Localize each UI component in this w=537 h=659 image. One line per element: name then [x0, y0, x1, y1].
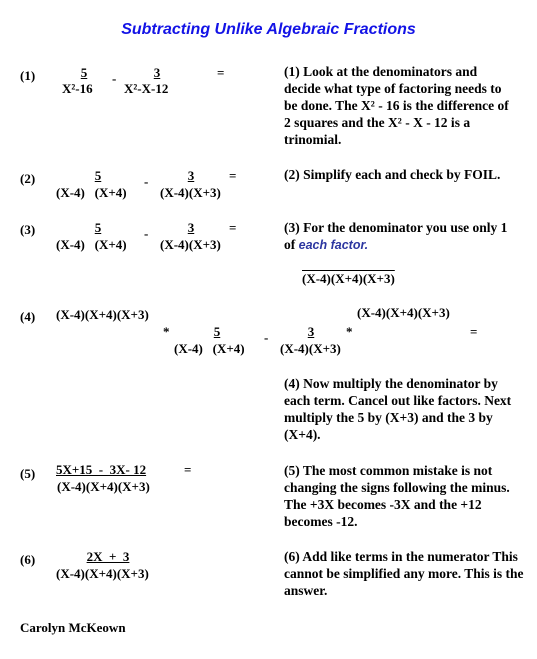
explanation: (4) Now multiply the denominator by each term. Cancel out like factors. Next multiply the 5 by (X+3) and the 3 by (X+4). [284, 376, 512, 442]
step-number: (4) [20, 309, 36, 324]
fraction-denominator: (X-4) (X+4) [56, 185, 127, 200]
fraction-numerator: 5 [213, 324, 221, 339]
fraction-denominator: (X-4)(X+4)(X+3) [57, 479, 150, 494]
fraction-numerator: 3 [307, 324, 315, 339]
fraction-denominator: (X-4)(X+3) [160, 237, 221, 252]
minus-sign: - [144, 226, 149, 241]
fraction-numerator: 3 [187, 220, 195, 235]
fraction-denominator: (X-4) (X+4) [174, 341, 245, 356]
step-number: (5) [20, 466, 36, 481]
fraction-numerator: 3 [153, 65, 161, 80]
equals-sign: = [229, 168, 237, 183]
fraction-denominator: (X-4)(X+3) [280, 341, 341, 356]
fraction-numerator: 5 [80, 65, 88, 80]
lcd-multiplier-left: (X-4)(X+4)(X+3) [56, 307, 149, 322]
fraction-denominator: (X-4)(X+3) [160, 185, 221, 200]
equals-sign: = [217, 65, 225, 80]
fraction-numerator: 3 [187, 168, 195, 183]
lcd-multiplier-right: (X-4)(X+4)(X+3) [357, 305, 450, 320]
fraction-denominator: X²-16 [62, 81, 93, 96]
explanation: (5) The most common mistake is not changing the signs following the minus. The +3X becomes -3X and the +12 becomes -12. [284, 463, 510, 529]
equals-sign: = [229, 220, 237, 235]
step-number: (1) [20, 68, 36, 83]
explanation-text: (3) For the denominator you use only 1 of [284, 220, 508, 252]
explanation [284, 219, 516, 254]
author-credit: Carolyn McKeown [20, 620, 126, 635]
multiply-sign: * [346, 324, 353, 339]
page-title: Subtracting Unlike Algebraic Fractions [121, 21, 416, 38]
fraction-numerator: 5 [94, 168, 102, 183]
lcd-expression: (X-4)(X+4)(X+3) [302, 271, 395, 286]
step-number: (6) [20, 552, 36, 567]
equals-sign: = [184, 462, 192, 477]
minus-sign: - [264, 330, 269, 345]
fraction-denominator: X²-X-12 [124, 81, 169, 96]
explanation: (6) Add like terms in the numerator This cannot be simplified any more. This is the answer. [284, 549, 524, 598]
equals-sign: = [470, 324, 478, 339]
fraction-denominator: (X-4) (X+4) [56, 237, 127, 252]
explanation: (2) Simplify each and check by FOIL. [284, 167, 501, 182]
step-number: (2) [20, 171, 36, 186]
step-number: (3) [20, 222, 36, 237]
fraction-numerator: 2X + 3 [86, 549, 130, 564]
minus-sign: - [112, 71, 117, 86]
fraction-numerator: 5 [94, 220, 102, 235]
minus-sign: - [144, 174, 149, 189]
multiply-sign: * [163, 324, 170, 339]
explanation-emphasis: each factor. [298, 238, 369, 252]
fraction-denominator: (X-4)(X+4)(X+3) [56, 566, 149, 581]
fraction-numerator: 5X+15 - 3X- 12 [56, 462, 147, 477]
explanation: (1) Look at the denominators and decide what type of factoring needs to be done. The X² - 16 is the difference of 2 squares and the X² - X - 12 is a trinomial. [284, 64, 509, 147]
